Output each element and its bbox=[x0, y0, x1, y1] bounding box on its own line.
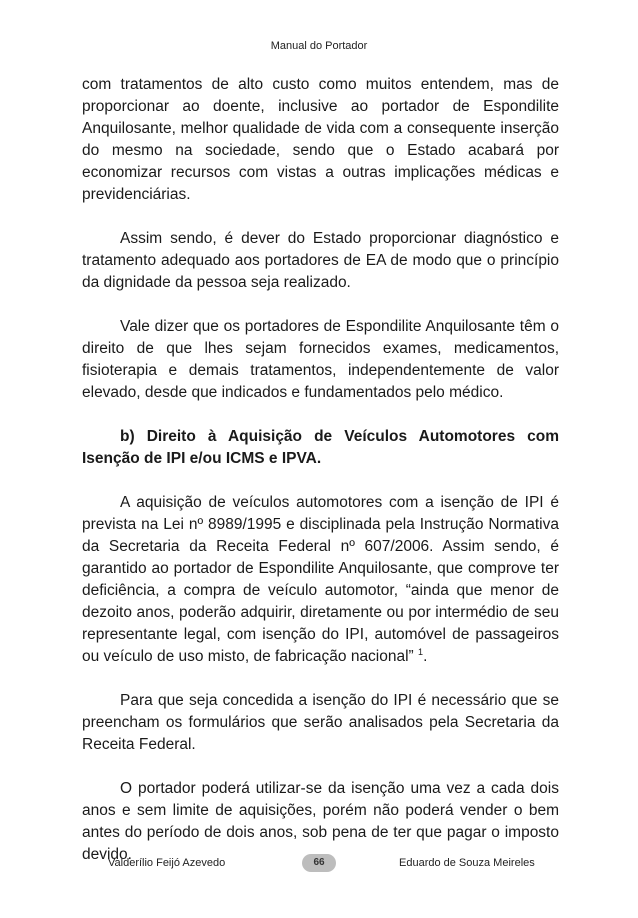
footer-right-author: Eduardo de Souza Meireles bbox=[399, 857, 535, 869]
paragraph-3: Vale dizer que os portadores de Espondilite Anquilosante têm o direito de que lhes sejam fornecidos exames, medicamentos, fisioterapia e demais tratamentos, independentemente de valor elevado, desde que indicados e fundamentados pelo médico. bbox=[82, 318, 559, 401]
section-heading: b) Direito à Aquisição de Veículos Automotores com Isenção de IPI e/ou ICMS e IPVA. bbox=[82, 428, 559, 467]
page-header: Manual do Portador bbox=[270, 40, 368, 52]
page-footer bbox=[0, 854, 638, 874]
paragraph-1: com tratamentos de alto custo como muitos entendem, mas de proporcionar ao doente, inclusive ao portador de Espondilite Anquilosante, melhor qualidade de vida com a consequente inserção do mesmo na sociedade, sendo que o Estado acabará por economizar recursos com vistas a outras implicações médicas e previdenciárias. bbox=[82, 76, 559, 203]
footnote-marker: 1 bbox=[418, 646, 424, 657]
paragraph-4-text: A aquisição de veículos automotores com a isenção de IPI é prevista na Lei nº 8989/1995 e disciplinada pela Instrução Normativa da Secretaria da Receita Federal nº 607/2006. Assim sendo, é garantido ao portador de Espondilite Anquilosante, que comprove ter deficiência, a compra de veículo automotor, “ainda que menor de dezoito anos, poderão adquirir, diretamente ou por intermédio de seu representante legal, com isenção do IPI, automóvel de passageiros ou veículo de uso misto, de fabricação nacional” bbox=[82, 494, 559, 665]
paragraph-4-end: . bbox=[423, 648, 428, 665]
footer-left-author: Valderílio Feijó Azevedo bbox=[108, 857, 226, 869]
paragraph-2: Assim sendo, é dever do Estado proporcionar diagnóstico e tratamento adequado aos portadores de EA de modo que o princípio da dignidade da pessoa seja realizado. bbox=[82, 230, 559, 291]
paragraph-4 bbox=[82, 492, 559, 668]
page-number-badge: 66 bbox=[302, 854, 336, 872]
page-content bbox=[82, 74, 559, 888]
paragraph-6: O portador poderá utilizar-se da isenção uma vez a cada dois anos e sem limite de aquisições, porém não poderá vender o bem antes do período de dois anos, sob pena de ter que pagar o imposto devido. bbox=[82, 780, 559, 863]
paragraph-5: Para que seja concedida a isenção do IPI é necessário que se preencham os formulários que serão analisados pela Secretaria da Receita Federal. bbox=[82, 692, 559, 753]
